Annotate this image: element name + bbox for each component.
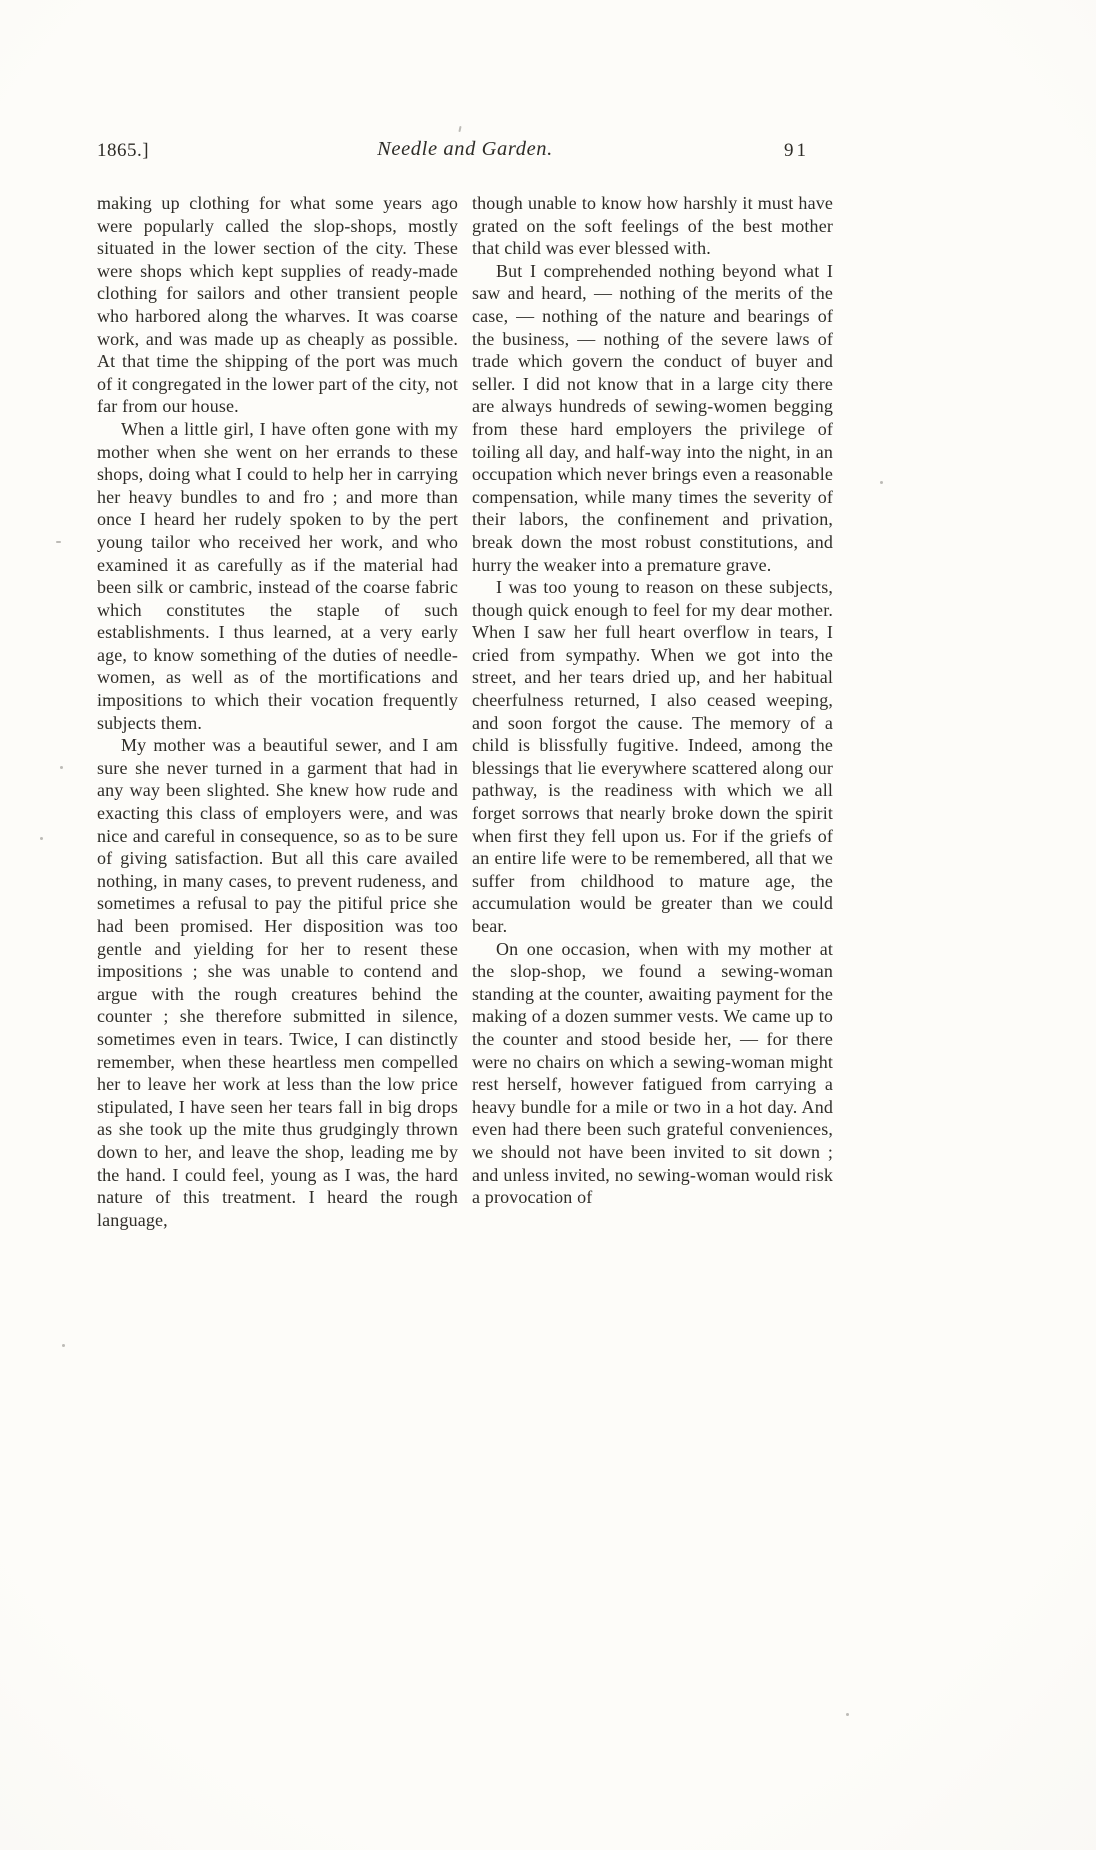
paragraph: My mother was a beautiful sewer, and I am sure she never turned in a garment that had in any way been slighted. She knew how rude and exacting this class of employers were, and was nice and careful in consequence, so as to be sure of giving satisfaction. But all this care availed nothing, in many cases, to prevent rudeness, and sometimes a refusal to pay the pitiful price she had been promised. Her disposition was too gentle and yielding for her to resent these impositions ; she was unable to contend and argue with the rough creatures behind the counter ; she therefore submitted in silence, sometimes even in tears. Twice, I can distinctly remember, when these heartless men compelled her to leave her work at less than the low price stipulated, I have seen her tears fall in big drops as she took up the mite thus grudgingly thrown down to her, and leave the shop, leading me by the hand. I could feel, young as I was, the hard nature of this treatment. I heard the rough language,: [97, 735, 458, 1230]
scan-artifact-speck: [846, 1713, 849, 1716]
text-columns: [97, 192, 833, 1231]
paragraph: though unable to know how harshly it must have grated on the soft feelings of the best mother that child was ever blessed with.: [472, 193, 833, 259]
paragraph: I was too young to reason on these subjects, though quick enough to feel for my dear mother. When I saw her full heart overflow in tears, I cried from sympathy. When we got into the street, and her tears dried up, and her habitual cheerfulness returned, I also ceased weeping, and soon forgot the cause. The memory of a child is blissfully fugitive. Indeed, among the blessings that lie everywhere scattered along our pathway, is the readiness with which we all forget sorrows that nearly broke down the spirit when first they fell upon us. For if the griefs of an entire life were to be remembered, all that we suffer from childhood to mature age, the accumulation would be greater than we could bear.: [472, 577, 833, 936]
paragraph: When a little girl, I have often gone with my mother when she went on her errands to these shops, doing what I could to help her in carrying her heavy bundles to and fro ; and more than once I heard her rudely spoken to by the pert young tailor who received her work, and who examined it as carefully as if the material had been silk or cambric, instead of the coarse fabric which constitutes the staple of such establishments. I thus learned, at a very early age, to know something of the duties of needle-women, as well as of the mortifications and impositions to which their vocation frequently subjects them.: [97, 418, 458, 733]
text-column-left: [97, 192, 458, 1231]
page-header: [97, 138, 833, 166]
text-column-right: [472, 192, 833, 1231]
paragraph: On one occasion, when with my mother at the slop-shop, we found a sewing-woman standing at the counter, awaiting payment for the making of a dozen summer vests. We came up to the counter and stood beside her, — for there were no chairs on which a sewing-woman might rest herself, however fatigued from carrying a heavy bundle for a mile or two in a hot day. And even had there been such grateful conveniences, we should not have been invited to sit down ; and unless invited, no sewing-woman would risk a provocation of: [472, 938, 833, 1208]
scan-artifact-speck: [880, 481, 883, 484]
header-date: 1865.]: [97, 140, 150, 161]
scan-artifact-speck: [62, 1344, 65, 1347]
scan-artifact-speck: [40, 837, 43, 840]
scan-artifact-speck: [56, 541, 61, 543]
page-number: 91: [784, 140, 809, 161]
page-title: Needle and Garden.: [377, 138, 553, 160]
paragraph: making up clothing for what some years ago were popularly called the slop-shops, mostly situated in the lower section of the city. These were shops which kept supplies of ready-made clothing for sailors and other transient people who harbored along the wharves. It was coarse work, and was made up as cheaply as possible. At that time the shipping of the port was much of it congregated in the lower part of the city, not far from our house.: [97, 193, 459, 417]
scan-artifact-speck: [60, 766, 63, 769]
scan-artifact-speck: [458, 126, 461, 132]
paragraph: But I comprehended nothing beyond what I saw and heard, — nothing of the merits of the case, — nothing of the nature and bearings of the business, — nothing of the severe laws of trade which govern the conduct of buyer and seller. I did not know that in a large city there are always hundreds of sewing-women begging from these hard employers the privilege of toiling all day, and half-way into the night, in an occupation which never brings even a reasonable compensation, while many times the severity of their labors, the confinement and privation, break down the most robust constitutions, and hurry the weaker into a premature grave.: [472, 260, 833, 575]
